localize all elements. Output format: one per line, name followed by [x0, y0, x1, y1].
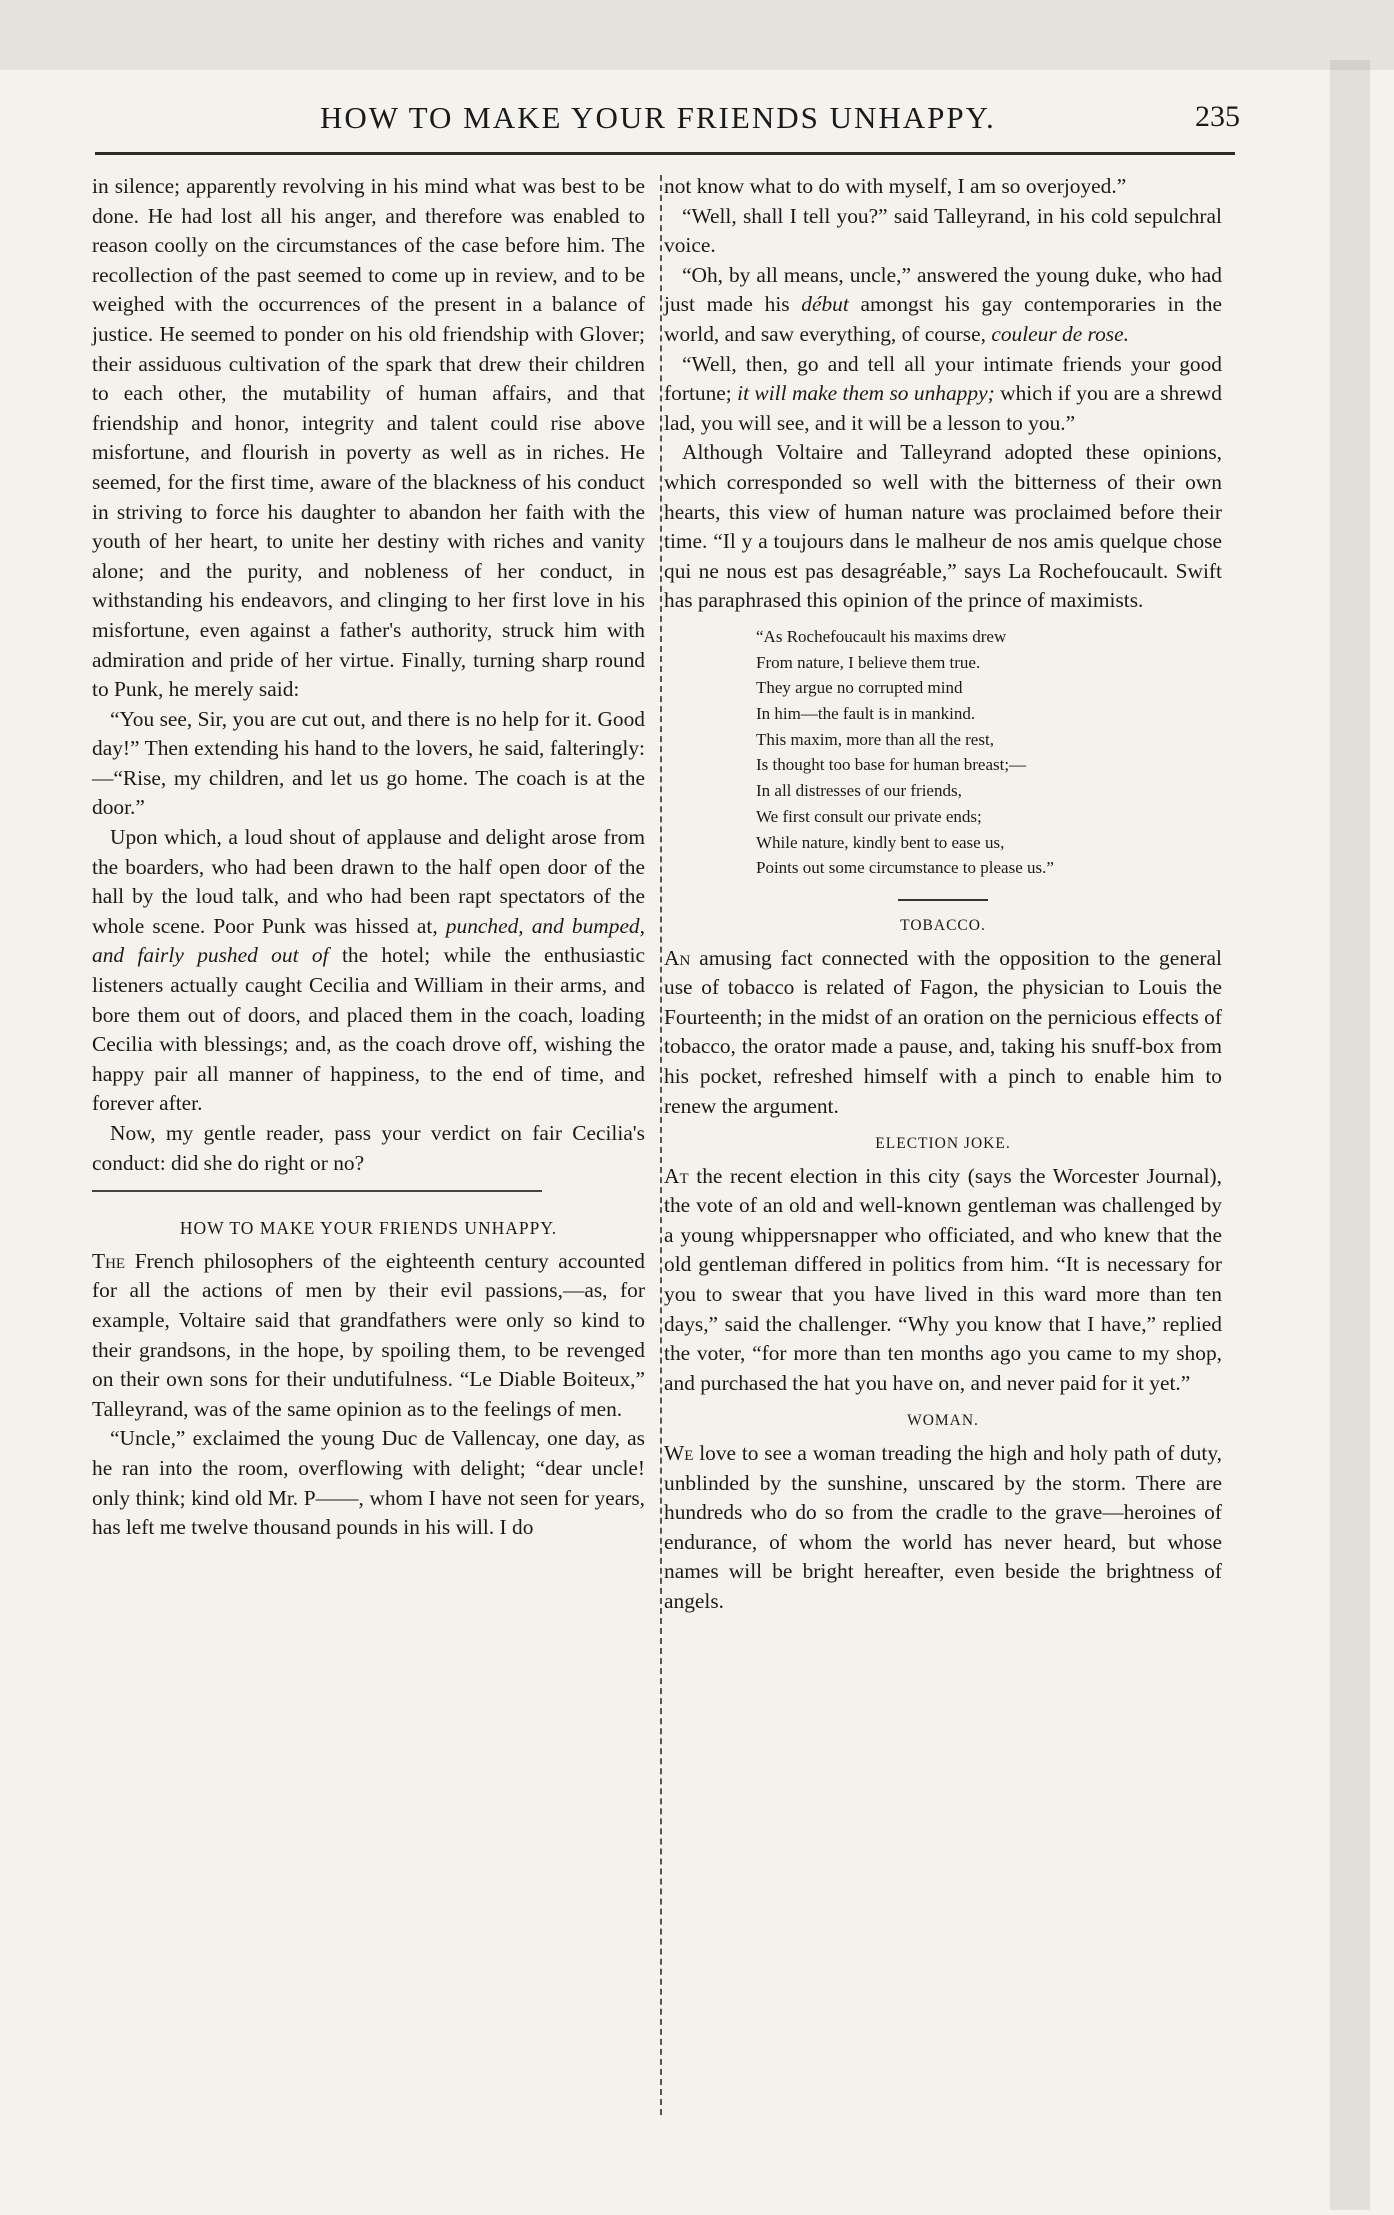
paragraph: “Well, shall I tell you?” said Talleyrand, in his cold sepulchral voice. [664, 203, 1222, 258]
section-title-tobacco: TOBACCO. [900, 916, 986, 934]
paragraph: Now, my gentle reader, pass your verdict on fair Cecilia's conduct: did she do right or no? [92, 1121, 645, 1175]
lead-word: The [92, 1248, 126, 1273]
left-column [92, 172, 645, 1543]
paragraph: “Uncle,” exclaimed the young Duc de Vallencay, one day, as he ran into the room, overflowing with delight; “dear uncle! only think; kind old Mr. P——, whom I have not seen for years, has left me twelve thousand pounds in his will. I do [92, 1426, 645, 1540]
header-rule [95, 152, 1235, 155]
paragraph [664, 944, 1222, 1122]
paragraph [664, 261, 1222, 350]
poem [756, 624, 1222, 881]
poem-line: Is thought too base for human breast;— [756, 755, 1027, 775]
italic-run: punched, and bumped, and fairly pushed out of [92, 913, 645, 968]
section-rule [92, 1190, 542, 1192]
lead-word: We [664, 1441, 694, 1466]
poem-line: In all distresses of our friends, [756, 781, 962, 801]
paragraph: Although Voltaire and Talleyrand adopted these opinions, which corresponded so well with the bitterness of their own hearts, this view of human nature was proclaimed before their time. “Il y a toujours dans le malheur de nos amis quelque chose qui ne nous est pas desagréable,” says La Rochefoucault. Swift has paraphrased this opinion of the prince of maximists. [664, 440, 1222, 613]
paragraph [92, 1247, 645, 1425]
section-title-election: ELECTION JOKE. [875, 1135, 1011, 1153]
text-run: the hotel; while the enthusiastic listeners actually caught Cecilia and William in their arms, and bore them out of doors, and placed them in the coach, loading Cecilia with blessings; and, as the coach drove off, wishing the happy pair all manner of happiness, to the end of time, and forever after. [92, 943, 645, 1116]
paragraph [92, 823, 645, 1119]
poem-line: While nature, kindly bent to ease us, [756, 832, 1005, 852]
text-run: “Well, then, go and tell all your intimate friends your good fortune; [664, 351, 1222, 406]
lead-word: At [664, 1163, 689, 1188]
poem-line: We first consult our private ends; [756, 806, 982, 826]
poem-line: They argue no corrupted mind [756, 678, 963, 698]
section-title-woman: WOMAN. [907, 1412, 979, 1430]
right-column [664, 172, 1222, 1617]
scan-noise-right [1330, 60, 1370, 2210]
scan-noise-top [0, 0, 1394, 70]
page-header [90, 100, 1240, 150]
paragraph: in silence; apparently revolving in his mind what was best to be done. He had lost all his anger, and therefore was enabled to reason coolly on the circumstances of the case before him. The recollection of the past seemed to come up in review, and to be weighed with the occurrences of the present in a balance of justice. He seemed to ponder on his old friendship with Glover; their assiduous cultivation of the spark that drew their children to each other, the mutability of human affairs, and that friendship and honor, integrity and talent could rise above misfortune, and flourish in poverty as well as in riches. He seemed, for the first time, aware of the blackness of his conduct in striving to force his daughter to abandon her faith with the youth of her heart, to unite her destiny with riches and vanity alone; and the purity, and nobleness of her conduct, in withstanding his endeavors, and clinging to her first love in his misfortune, even against a father's authority, struck him with admiration and pride of her virtue. Finally, turning sharp round to Punk, he merely said: [92, 174, 645, 702]
text-run: “Oh, by all means, uncle,” answered the young duke, who had just made his [664, 262, 1222, 317]
running-title: HOW TO MAKE YOUR FRIENDS UNHAPPY. [320, 100, 996, 135]
text-run: Upon which, a loud shout of applause and delight arose from the boarders, who had been drawn to the half open door of the hall by the loud talk, and who had been rapt spectators of the whole scene. Poor Punk was hissed at, [92, 825, 645, 938]
paragraph [664, 1439, 1222, 1617]
lead-word: An [664, 945, 691, 970]
text-run: love to see a woman treading the high and holy path of duty, unblinded by the sunshine, unscared by the storm. There are hundreds who do so from the cradle to the grave—heroines of endurance, of whom the world has never heard, but whose names will be bright hereafter, even beside the brightness of angels. [664, 1441, 1222, 1613]
text-run: amusing fact connected with the opposition to the general use of tobacco is related of Fagon, the physician to Louis the Fourteenth; in the midst of an oration on the pernicious effects of tobacco, the orator made a pause, and, taking his snuff-box from his pocket, refreshed himself with a pinch to enable him to renew the argument. [664, 945, 1222, 1118]
paragraph [664, 1162, 1222, 1399]
poem-line: This maxim, more than all the rest, [756, 729, 994, 749]
text-run: French philosophers of the eighteenth century accounted for all the actions of men by their evil passions,—as, for example, Voltaire said that grandfathers were only so kind to their grandsons, in the hope, by spoiling them, to be revenged on their own sons for their undutifulness. “Le Diable Boiteux,” Talleyrand, was of the same opinion as to the feelings of men. [92, 1248, 645, 1421]
text-run: amongst his gay contemporaries in the world, and saw everything, of course, [664, 292, 1222, 346]
paragraph: not know what to do with myself, I am so overjoyed.” [664, 174, 1127, 198]
page-number: 235 [1195, 100, 1240, 133]
poem-line: In him—the fault is in mankind. [756, 704, 976, 724]
poem-line: “As Rochefoucault his maxims drew [756, 626, 1007, 646]
poem-line: From nature, I believe them true. [756, 652, 981, 672]
italic-run: début [801, 292, 849, 317]
paragraph: “You see, Sir, you are cut out, and there is no help for it. Good day!” Then extending his hand to the lovers, he said, falteringly:—“Rise, my children, and let us go home. The coach is at the door.” [92, 706, 645, 820]
section-rule [898, 899, 988, 901]
text-run: the recent election in this city (says the Worcester Journal), the vote of an old and well-known gentleman was challenged by a young whippersnapper who officiated, and who knew that the old gentleman differed in politics from him. “It is necessary for you to swear that you have lived in this ward more than ten days,” said the challenger. “Why you know that I have,” replied the voter, “for more than ten months ago you came to my shop, and purchased the hat you have on, and never paid for it yet.” [664, 1163, 1222, 1395]
poem-line: Points out some circumstance to please us.” [756, 858, 1054, 878]
text-run: which if you are a shrewd lad, you will see, and it will be a lesson to you.” [664, 381, 1222, 435]
italic-run: couleur de rose. [991, 321, 1129, 346]
paragraph [664, 350, 1222, 439]
section-title: HOW TO MAKE YOUR FRIENDS UNHAPPY. [179, 1218, 558, 1239]
italic-run: it will make them so unhappy; [737, 381, 995, 406]
column-divider [660, 175, 662, 2115]
